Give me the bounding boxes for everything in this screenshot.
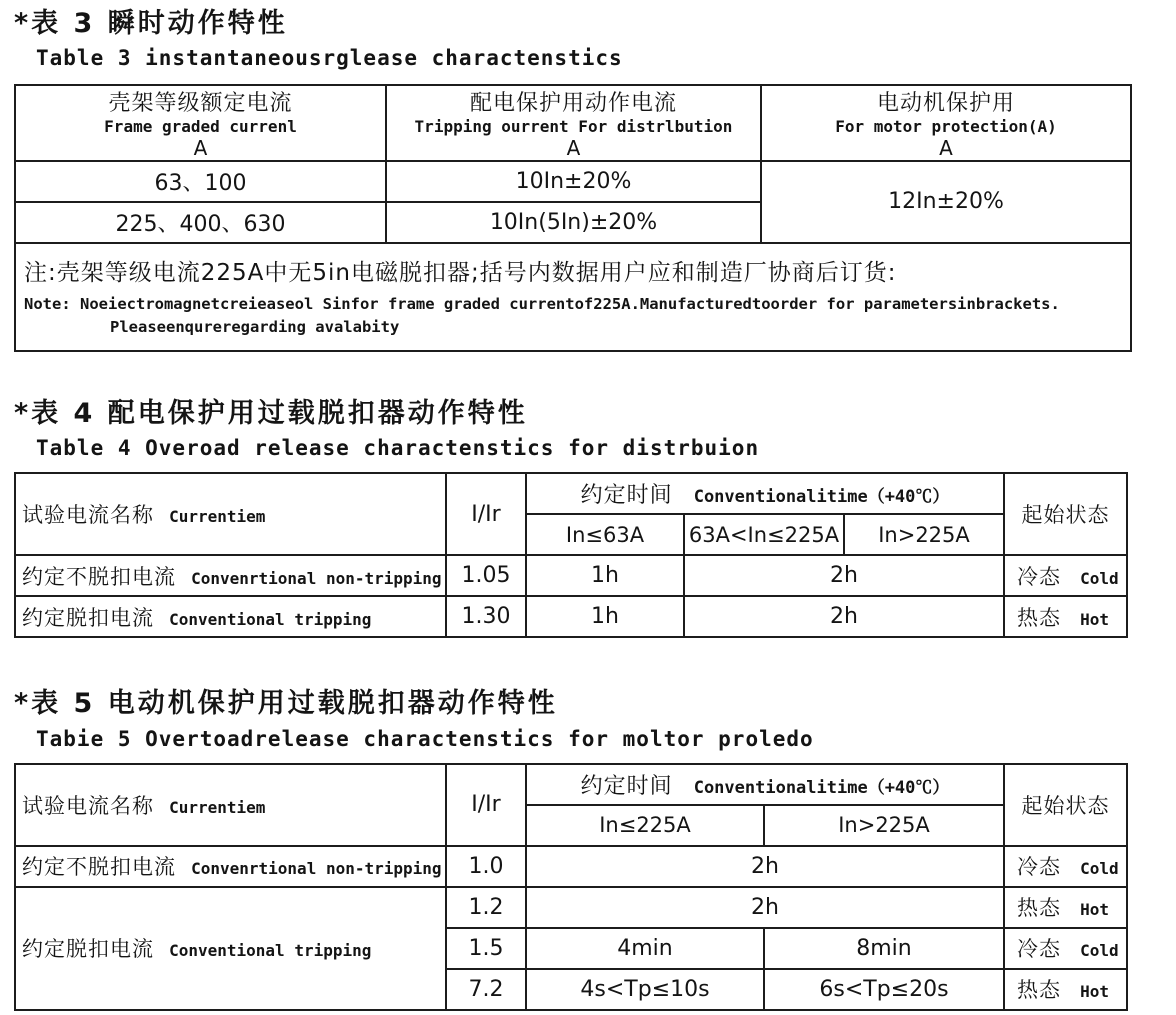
row-label-en: Convenrtional non-tripping	[191, 859, 442, 879]
state-en: Cold	[1080, 568, 1119, 588]
row-label	[15, 596, 446, 637]
state-en: Hot	[1080, 982, 1109, 1002]
state-zh: 热态	[1017, 978, 1061, 1003]
table5-title-zh: *表 5 电动机保护用过载脱扣器动作特性	[14, 688, 558, 720]
note-text-en-line1: Note: Noeiectromagnetcreieaseol Sinfor frame graded currentof225A.Manufacturedtoorder for parametersinbrackets.	[24, 294, 1060, 313]
table3-title-en: Table 3 instantaneousrglease charactenstics	[36, 46, 623, 71]
table5-header-initial-state: 起始状态	[1004, 764, 1127, 846]
frame-current-value: 63、100	[15, 161, 386, 202]
table5-title-en: Tabie 5 Overtoadrelease charactenstics for moltor proledo	[36, 726, 814, 751]
table3-header-motor-protection	[761, 85, 1131, 161]
tripping-current-value: 10In(5In)±20%	[386, 202, 761, 243]
frame-current-value: 225、400、630	[15, 202, 386, 243]
table4-subheader-63to225: 63A<In≤225A	[684, 514, 844, 555]
header-label-zh: 壳架等级额定电流	[108, 90, 293, 116]
header-label-zh: 约定时间	[580, 483, 673, 509]
table5-overload-release-motor	[14, 763, 1128, 1011]
table4-row-tripping	[15, 596, 1127, 637]
header-label-zh: 配电保护用动作电流	[469, 90, 677, 116]
header-label-en: Currentiem	[169, 797, 266, 817]
header-label-en: Currentiem	[169, 507, 266, 527]
row-label-zh: 约定不脱扣电流	[22, 855, 176, 880]
initial-state-value	[1004, 555, 1127, 596]
header-label-en: Conventionalitime（+40℃）	[693, 777, 950, 798]
table4-header-row-1	[15, 473, 1127, 514]
header-label-zh: 约定时间	[580, 773, 673, 799]
initial-state-value	[1004, 928, 1127, 969]
table5-row-tripping-1	[15, 887, 1127, 928]
table3-header-frame-current	[15, 85, 386, 161]
state-zh: 冷态	[1017, 855, 1061, 880]
table5-subheader-gt225: In>225A	[764, 805, 1004, 846]
table5-header-test-current	[15, 764, 446, 846]
initial-state-value	[1004, 596, 1127, 637]
row-label	[15, 846, 446, 887]
time-value: 1h	[526, 596, 684, 637]
table5-header-row-1	[15, 764, 1127, 805]
state-en: Cold	[1080, 859, 1119, 879]
table3-instantaneous-release	[14, 84, 1132, 352]
row-label-en: Conventional tripping	[169, 941, 372, 961]
header-label-zh: 电动机保护用	[876, 90, 1015, 116]
row-label-en: Convenrtional non-tripping	[191, 568, 442, 588]
iir-value: 1.30	[446, 596, 526, 637]
time-value: 1h	[526, 555, 684, 596]
time-value: 4min	[526, 928, 764, 969]
time-value: 2h	[526, 846, 1004, 887]
iir-value: 1.5	[446, 928, 526, 969]
row-label	[15, 887, 446, 1010]
header-label-en: For motor protection(A)	[835, 116, 1057, 136]
row-label	[15, 555, 446, 596]
header-label-zh: 试验电流名称	[22, 503, 154, 528]
initial-state-value	[1004, 887, 1127, 928]
table5-header-iir: I/Ir	[446, 764, 526, 846]
header-unit: A	[193, 135, 208, 160]
state-en: Hot	[1080, 900, 1109, 920]
header-unit: A	[939, 135, 953, 160]
note-text-zh: 注:壳架等级电流225A中无5in电磁脱扣器;括号内数据用户应和制造厂协商后订货:	[24, 259, 897, 286]
table3-note-row	[15, 243, 1131, 351]
iir-value: 1.2	[446, 887, 526, 928]
tripping-current-value: 10In±20%	[386, 161, 761, 202]
motor-protection-value: 12In±20%	[761, 161, 1131, 243]
time-value: 2h	[684, 596, 1004, 637]
time-value: 2h	[684, 555, 1004, 596]
time-value: 4s<Tp≤10s	[526, 969, 764, 1010]
state-en: Hot	[1080, 609, 1109, 629]
initial-state-value	[1004, 846, 1127, 887]
table3-row	[15, 161, 1131, 202]
table3-title-zh: *表 3 瞬时动作特性	[14, 8, 288, 39]
state-zh: 冷态	[1017, 564, 1061, 589]
table5-subheader-le225: In≤225A	[526, 805, 764, 846]
table4-header-conventional-time	[526, 473, 1004, 514]
initial-state-value	[1004, 969, 1127, 1010]
table4-title-zh: *表 4 配电保护用过载脱扣器动作特性	[14, 397, 528, 429]
table4-header-initial-state: 起始状态	[1004, 473, 1127, 555]
time-value: 6s<Tp≤20s	[764, 969, 1004, 1010]
table4-title-en: Table 4 Overoad release charactenstics for distrbuion	[36, 435, 760, 460]
state-zh: 热态	[1017, 605, 1061, 630]
table4-subheader-le63: In≤63A	[526, 514, 684, 555]
table4-overload-release-distribution	[14, 472, 1128, 638]
header-unit: A	[566, 135, 581, 160]
header-label-en: Tripping ourrent For distrlbution	[414, 116, 733, 136]
state-zh: 热态	[1017, 896, 1061, 921]
header-label-en: Frame graded currenl	[104, 116, 297, 136]
table3-header-row	[15, 85, 1131, 161]
iir-value: 1.05	[446, 555, 526, 596]
table3-note	[15, 243, 1131, 351]
row-label-zh: 约定不脱扣电流	[22, 564, 176, 589]
state-zh: 冷态	[1017, 937, 1061, 962]
row-label-zh: 约定脱扣电流	[22, 937, 154, 962]
iir-value: 7.2	[446, 969, 526, 1010]
table3-header-tripping-current	[386, 85, 761, 161]
row-label-zh: 约定脱扣电流	[22, 605, 154, 630]
state-en: Cold	[1080, 941, 1119, 961]
row-label-en: Conventional tripping	[169, 609, 372, 629]
time-value: 2h	[526, 887, 1004, 928]
header-label-zh: 试验电流名称	[22, 793, 154, 818]
time-value: 8min	[764, 928, 1004, 969]
table4-header-test-current	[15, 473, 446, 555]
table4-header-iir: I/Ir	[446, 473, 526, 555]
table4-subheader-gt225: In>225A	[844, 514, 1004, 555]
iir-value: 1.0	[446, 846, 526, 887]
header-label-en: Conventionalitime（+40℃）	[693, 487, 950, 508]
table4-row-non-tripping	[15, 555, 1127, 596]
table5-header-conventional-time	[526, 764, 1004, 805]
note-text-en-line2: Pleaseenqureregarding avalabity	[110, 318, 400, 337]
table5-row-non-tripping	[15, 846, 1127, 887]
